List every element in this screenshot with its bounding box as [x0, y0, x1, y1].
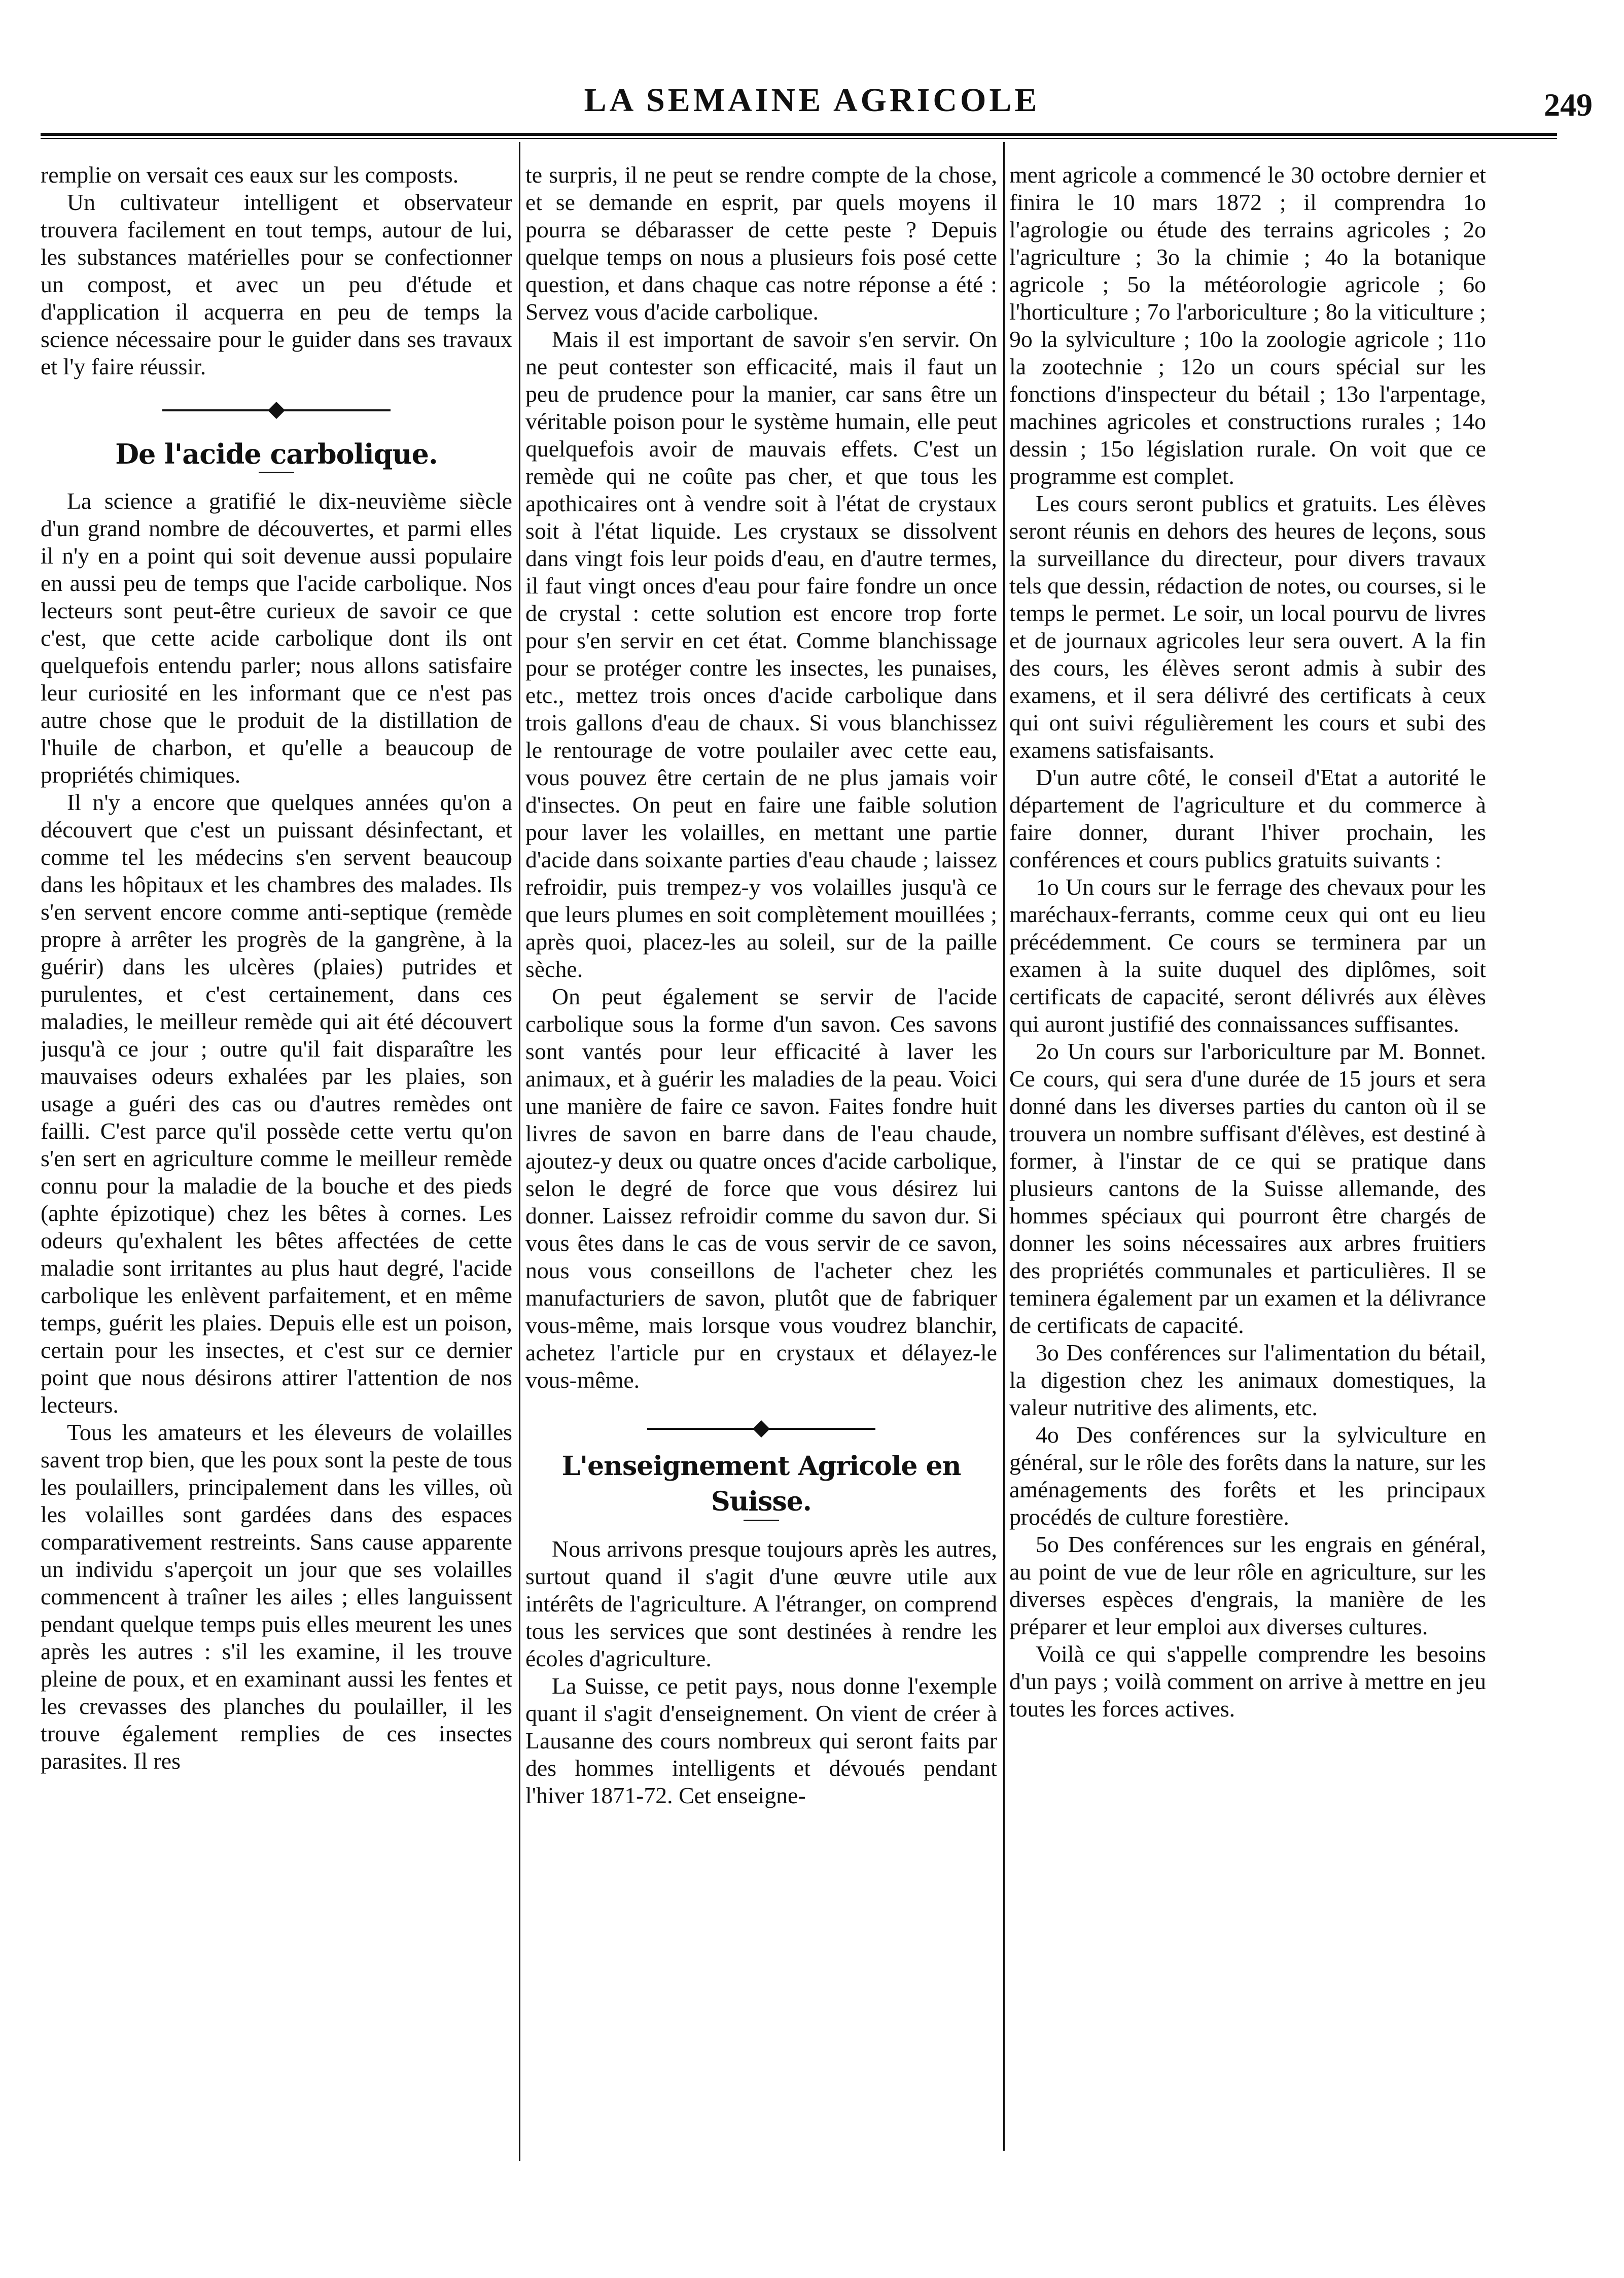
- header-rule: [41, 133, 1557, 139]
- paragraph: Un cultivateur intelligent et observateur trouvera facilement en tout temps, autour de lui, les substances matérielles pour se confectionner un compost, et avec un peu d'étude et d'application il acquerra en peu de temps la science nécessaire pour le guider dans ses travaux et l'y faire réussir.: [41, 189, 512, 379]
- paragraph: Il n'y a encore que quelques années qu'on a découvert que c'est un puissant désinfectant, et comme tel les médecins s'en servent beaucoup dans les hôpitaux et les chambres des malades. Ils s'en servent encore comme anti-septique (remède propre à arrêter les progrès de la gangrène, à la guérir) dans les ulcères (plaies) putrides et purulentes, et c'est certainement, dans ces maladies, le meilleur remède qui ait été découvert jusqu'à ce jour ; outre qu'il fait disparaître les mauvaises odeurs exhalées par les plaies, son usage a guéri des cas ou d'autres remèdes ont failli. C'est parce qu'il possède cette vertu qu'on s'en sert en agriculture comme le meilleur remède connu pour la maladie de la bouche et des pieds (aphte épizotique) chez les bêtes à cornes. Les odeurs qu'exhalent les bêtes affectées de cette maladie sont irritantes au plus haut degré, l'acide carbolique les enlèvent parfaitement, et en même temps, guérit les plaies. Depuis elle est un poison, certain pour les insectes, et c'est sur ce dernier point que nous désirons attirer l'attention de nos lecteurs.: [41, 789, 512, 1418]
- paragraph: La science a gratifié le dix-neuvième siècle d'un grand nombre de découvertes, et parmi elles il n'y en a point qui soit devenue aussi populaire en aussi peu de temps que l'acide carbolique. Nos lecteurs sont peut-être curieux de savoir ce que c'est, que cette acide carbolique dont ils ont quelquefois entendu parler; nous allons satisfaire leur curiosité en les informant que ce n'est pas autre chose que le produit de la distillation de l'huile de charbon, et qu'elle a beaucoup de propriétés chimiques.: [41, 488, 512, 788]
- section-title: L'enseignement Agricole en Suisse.: [561, 1451, 961, 1517]
- paragraph: D'un autre côté, le conseil d'Etat a autorité le département de l'agriculture et du commerce à faire donner, durant l'hiver prochain, les conférences et cours publics gratuits suivants :: [1009, 764, 1486, 872]
- paragraph: ment agricole a commencé le 30 octobre dernier et finira le 10 mars 1872 ; il comprendra 1o l'agrologie ou étude des terrains agricoles ; 2o l'agriculture ; 3o la chimie ; 4o la botanique agricole ; 5o la météorologie agricole ; 6o l'horticulture ; 7o l'arboriculture ; 8o la viticulture ; 9o la sylviculture ; 10o la zoologie agricole ; 11o la zootechnie ; 12o un cours spécial sur les fonctions d'inspecteur du bétail ; 13o l'arpentage, machines agricoles et constructions rurales ; 14o dessin ; 15o législation rurale. On voit que ce programme est complet.: [1009, 162, 1486, 489]
- column-divider: [1003, 142, 1005, 2151]
- column-1: [41, 161, 512, 2258]
- paragraph: Les cours seront publics et gratuits. Les élèves seront réunis en dehors des heures de leçons, sous la surveillance du directeur, pour divers travaux tels que dessin, rédaction de notes, ou courses, si le temps le permet. Le soir, un local pourvu de livres et de journaux agricoles leur sera ouvert. A la fin des cours, les élèves seront admis à subir des examens, et il sera délivré des certificats à ceux qui ont suivi régulièrement les cours et subi des examens satisfaisants.: [1009, 490, 1486, 763]
- paragraph: Mais il est important de savoir s'en servir. On ne peut contester son efficacité, mais il faut un peu de prudence pour la manier, car sans être un véritable poison pour le système humain, elle peut quelquefois avoir de mauvais effets. C'est un remède qui ne coûte pas cher, et que tous les apothicaires ont à vendre soit à l'état de crystaux soit à l'état liquide. Les crystaux se dissolvent dans vingt fois leur poids d'eau, en d'autre termes, il faut vingt onces d'eau pour faire fondre un once de crystal : cette solution est encore trop forte pour s'en servir en cet état. Comme blanchissage pour se protéger contre les insectes, les punaises, etc., mettez trois onces d'acide carbolique dans trois gallons d'eau de chaux. Si vous blanchissez le rentourage de votre poulailer avec cette eau, vous pouvez être certain de ne plus jamais voir d'insectes. On peut en faire une faible solution pour laver les volailles, en mettant une partie d'acide dans soixante parties d'eau chaude ; laissez refroidir, puis trempez-y vos volailles jusqu'à ce que leurs plumes en soit complètement mouillées ; après quoi, placez-les au soleil, sur de la paille sèche.: [525, 326, 997, 982]
- paragraph: 3o Des conférences sur l'alimentation du bétail, la digestion chez les animaux domestiques, la valeur nutritive des aliments, etc.: [1009, 1340, 1486, 1420]
- paragraph: 1o Un cours sur le ferrage des chevaux pour les maréchaux-ferrants, comme ceux qui ont eu lieu précédemment. Ce cours se terminera par un examen à la suite duquel des diplômes, soit certificats de capacité, seront délivrés aux élèves qui auront justifié des connaissances suffisantes.: [1009, 874, 1486, 1037]
- paragraph: La Suisse, ce petit pays, nous donne l'exemple quant il s'agit d'enseignement. On vient de créer à Lausanne des cours nombreux qui seront faits par des hommes intelligents et dévoués pendant l'hiver 1871-72. Cet enseigne-: [525, 1673, 997, 1808]
- paragraph: remplie on versait ces eaux sur les composts.: [41, 162, 459, 188]
- section-title: De l'acide carbolique.: [115, 438, 438, 470]
- column-2: [525, 161, 997, 2258]
- paragraph: On peut également se servir de l'acide carbolique sous la forme d'un savon. Ces savons sont vantés pour leur efficacité à laver les animaux, et à guérir les maladies de la peau. Voici une manière de faire ce savon. Faites fondre huit livres de savon en barre dans de l'eau chaude, ajoutez-y deux ou quatre onces d'acide carbolique, selon le degré de force que vous désirez lui donner. Laissez refroidir comme du savon dur. Si vous êtes dans le cas de vous servir de ce savon, nous vous conseillons de l'acheter chez les manufacturiers de savon, plutôt que de fabriquer vous-même, mais lorsque vous voudrez blanchir, achetez l'article pur en crystaux et délayez-le vous-même.: [525, 984, 997, 1393]
- page-number: 249: [1544, 87, 1593, 123]
- paragraph: 4o Des conférences sur la sylviculture en général, sur le rôle des forêts dans la nature, sur les aménagements des forêts et les principaux procédés de culture forestière.: [1009, 1422, 1486, 1530]
- ornament-diamond: [268, 402, 285, 419]
- ornament-divider: [41, 396, 512, 423]
- running-title: LA SEMAINE AGRICOLE: [584, 82, 1040, 119]
- column-divider: [519, 142, 520, 2161]
- ornament-divider: [525, 1414, 997, 1442]
- paragraph: 5o Des conférences sur les engrais en général, au point de vue de leur rôle en agriculture, sur les diverses espèces d'engrais, la manière de les préparer et leur emploi aux diverses cultures.: [1009, 1531, 1486, 1639]
- column-3: [1009, 161, 1486, 2258]
- paragraph: 2o Un cours sur l'arboriculture par M. Bonnet. Ce cours, qui sera d'une durée de 15 jours et sera donné dans les diverses parties du canton où il se trouvera un nombre suffisant d'élèves, est destiné à former, à l'instar de ce qui se pratique dans plusieurs cantons de la Suisse allemande, des hommes spéciaux qui pourront être chargés de donner les soins nécessaires aux arbres fruitiers des propriétés communales et particulières. Il se teminera également par un examen et la délivrance de certificats de capacité.: [1009, 1038, 1486, 1338]
- paragraph: Voilà ce qui s'appelle comprendre les besoins d'un pays ; voilà comment on arrive à mettre en jeu toutes les forces actives.: [1009, 1641, 1486, 1722]
- paragraph: Nous arrivons presque toujours après les autres, surtout quand il s'agit d'une œuvre utile aux intérêts de l'agriculture. A l'étranger, on comprend tous les services que sont destinées à rendre les écoles d'agriculture.: [525, 1536, 997, 1671]
- ornament-diamond: [753, 1420, 770, 1438]
- paragraph: te surpris, il ne peut se rendre compte de la chose, et se demande en esprit, par quels moyens il pourra se débarasser de cette peste ? Depuis quelque temps on nous a plusieurs fois posé cette question, et dans chaque cas notre réponse a été : Servez vous d'acide carbolique.: [525, 162, 997, 325]
- paragraph: Tous les amateurs et les éleveurs de volailles savent trop bien, que les poux sont la peste de tous les poulaillers, principalement dans les villes, où les volailles sont gardées dans des espaces comparativement restreints. Sans cause apparente un individu s'aperçoit un jour que ses volailles commencent à traîner les ailes ; elles languissent pendant quelque temps puis elles meurent les unes après les autres : s'il les examine, il les trouve pleine de poux, et en examinant aussi les fentes et les crevasses des planches du poulailler, il les trouve également remplies de ces insectes parasites. Il res: [41, 1419, 512, 1774]
- title-rule: [259, 472, 294, 478]
- title-rule: [744, 1520, 779, 1526]
